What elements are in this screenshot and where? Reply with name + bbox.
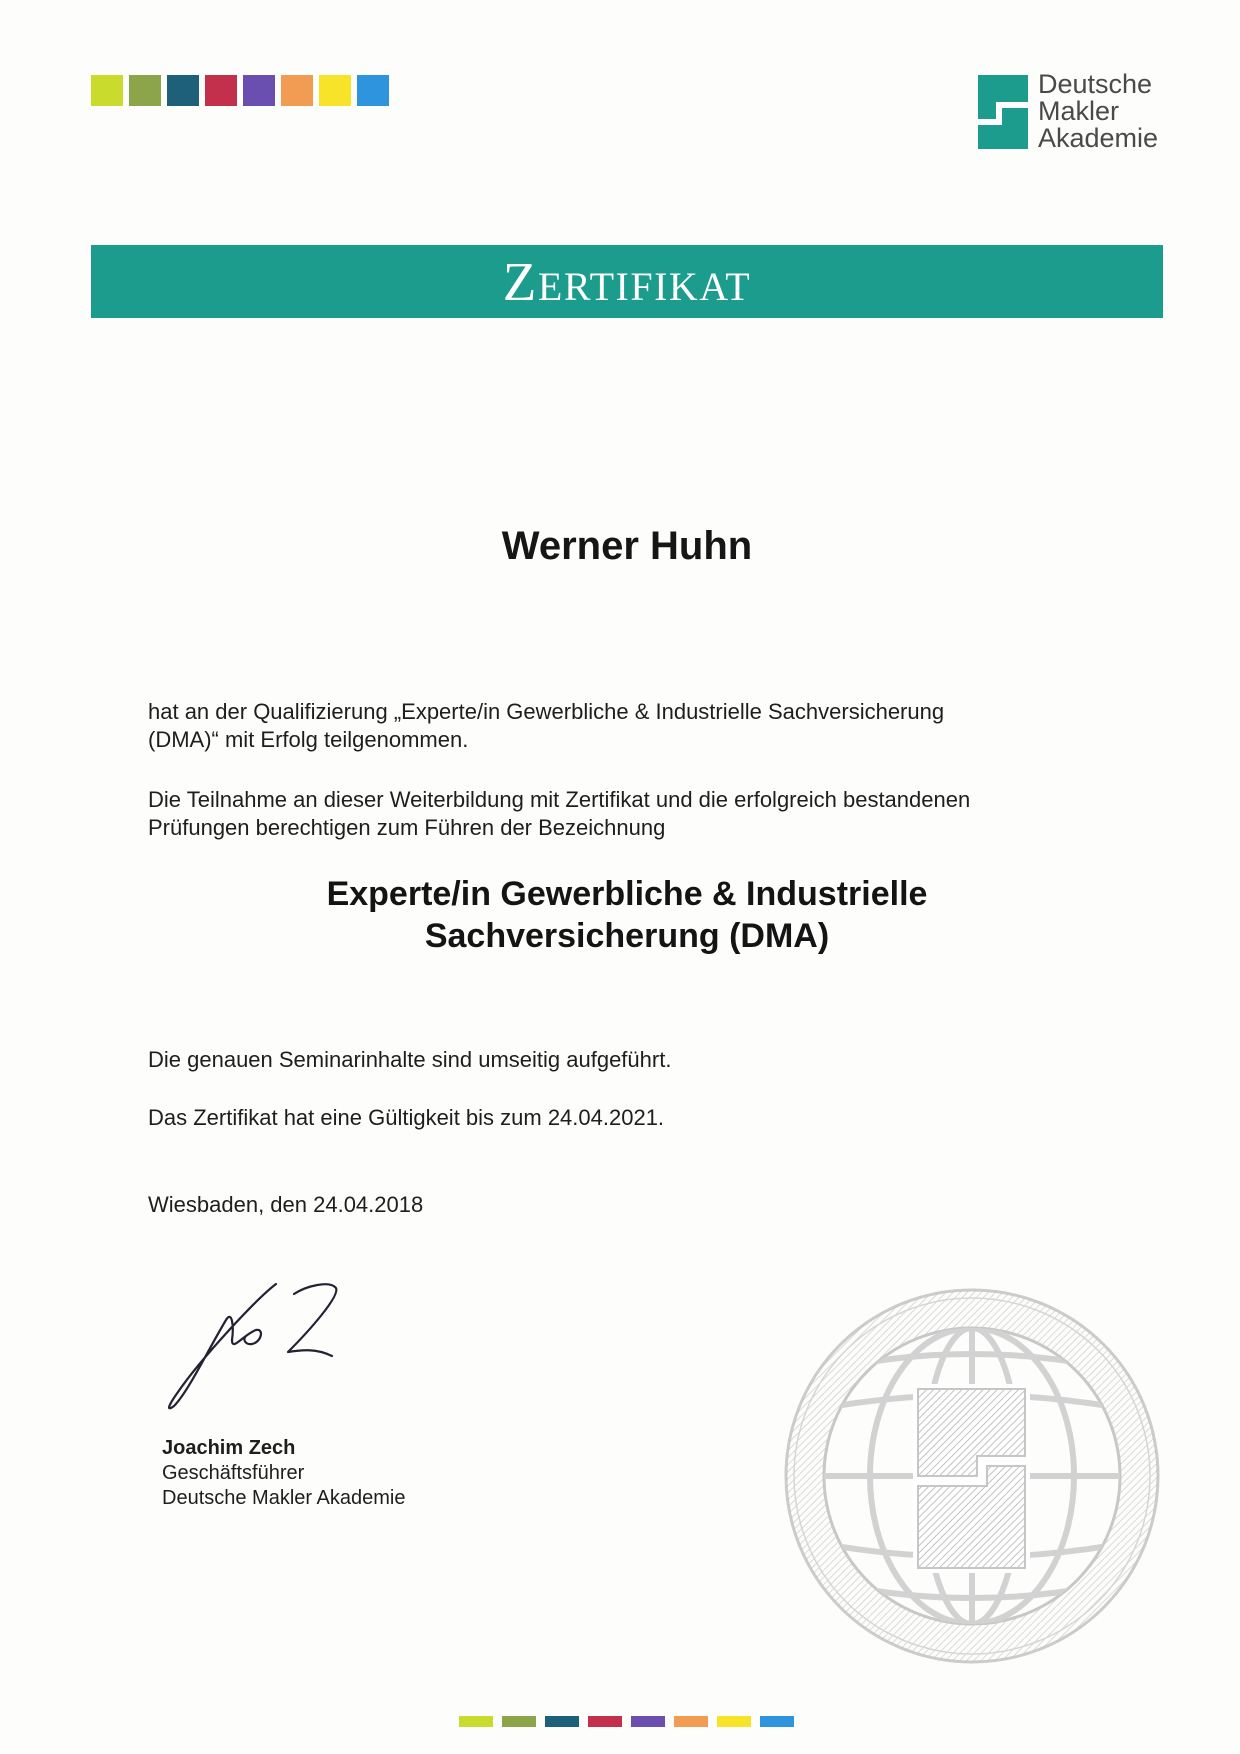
signatory-role: Geschäftsführer: [162, 1462, 305, 1484]
paragraph-line: Die Teilnahme an dieser Weiterbildung mit Zertifikat und die erfolgreich bestandenen: [148, 787, 971, 812]
entitlement-paragraph: [148, 786, 970, 842]
designation-line: Sachversicherung (DMA): [424, 917, 830, 955]
color-bar: [760, 1716, 794, 1727]
color-bar: [631, 1716, 665, 1727]
color-bar: [717, 1716, 751, 1727]
dma-seal-icon: [782, 1286, 1162, 1666]
contents-note: Die genauen Seminarinhalte sind umseitig aufgeführt.: [148, 1047, 672, 1072]
paragraph-line: (DMA)“ mit Erfolg teilgenommen.: [148, 727, 469, 752]
designation-line: Experte/in Gewerbliche & Industrielle: [326, 875, 928, 913]
validity-note: Das Zertifikat hat eine Gültigkeit bis zum 24.04.2021.: [148, 1105, 665, 1130]
paragraph-line: Prüfungen berechtigen zum Führen der Bezeichnung: [148, 815, 666, 840]
color-bar: [545, 1716, 579, 1727]
color-square: [167, 75, 199, 106]
page-title: ZERTIFIKAT: [502, 251, 752, 312]
participation-paragraph: [148, 698, 944, 754]
color-bar: [459, 1716, 493, 1727]
title-banner: [91, 245, 1163, 318]
color-square: [129, 75, 161, 106]
paragraph-line: hat an der Qualifizierung „Experte/in Gewerbliche & Industrielle Sachversicherung: [148, 699, 945, 724]
recipient-name: Werner Huhn: [501, 524, 753, 568]
color-square: [205, 75, 237, 106]
signatory-organization: Deutsche Makler Akademie: [162, 1487, 406, 1509]
signatory-block: [162, 1436, 405, 1511]
logo-wordmark: [1038, 71, 1158, 152]
place-and-date: Wiesbaden, den 24.04.2018: [148, 1192, 424, 1217]
logo-line: Akademie: [1038, 123, 1159, 153]
color-square: [357, 75, 389, 106]
color-bar: [502, 1716, 536, 1727]
signature-image: [160, 1280, 350, 1415]
color-square: [243, 75, 275, 106]
color-square: [91, 75, 123, 106]
signatory-name: Joachim Zech: [162, 1437, 296, 1459]
color-bar: [588, 1716, 622, 1727]
color-square: [281, 75, 313, 106]
color-square: [319, 75, 351, 106]
logo-line: Makler: [1038, 96, 1120, 126]
color-bar: [674, 1716, 708, 1727]
logo-line: Deutsche: [1038, 69, 1153, 99]
dma-logo-icon: [978, 75, 1028, 149]
designation-title: [91, 873, 1163, 957]
